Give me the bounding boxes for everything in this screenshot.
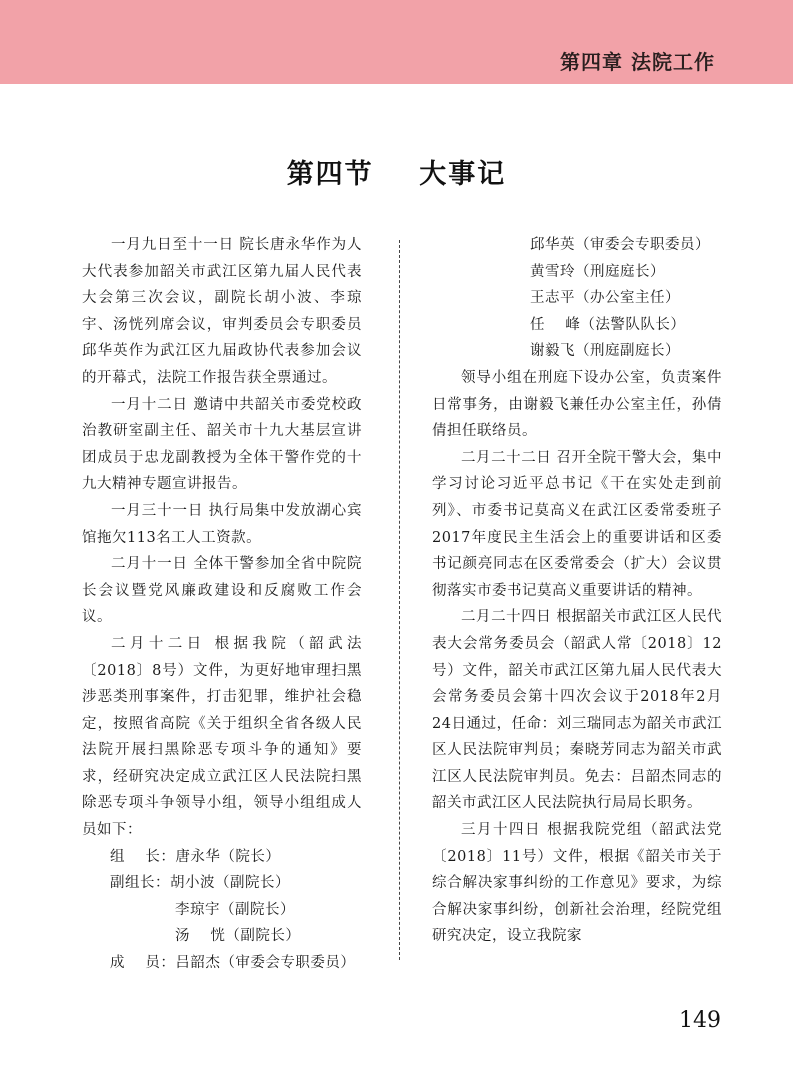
member-line: 黄雪玲（刑庭庭长） (530, 263, 665, 280)
paragraph: 一月三十一日 执行局集中发放湖心宾馆拖欠113名工人工资款。 (82, 502, 362, 546)
left-column (82, 232, 362, 977)
page-number: 149 (679, 1008, 721, 1033)
member-line: 谢毅飞（刑庭副庭长） (530, 343, 680, 360)
member-line: 任 峰（法警队队长） (530, 316, 686, 333)
paragraph: 二月十二日 根据我院（韶武法〔2018〕8号）文件，为更好地审理扫黑涉恶类刑事案件，打击犯罪，维护社会稳定，按照省高院《关于组织全省各级人民法院开展扫黑除恶专项斗争的通知》要求，经研究决定成立武江区人民法院扫黑除恶专项斗争领导小组，领导小组组成人员如下： (82, 635, 362, 839)
member-line: 王志平（办公室主任） (530, 290, 680, 307)
paragraph: 三月十四日 根据我院党组（韶武法党〔2018〕11号）文件，根据《韶关市关于综合解决家事纠纷的工作意见》要求，为综合解决家事纠纷，创新社会治理，经院党组研究决定，设立我院家 (432, 822, 722, 945)
paragraph: 二月二十二日 召开全院干警大会，集中学习讨论习近平总书记《干在实处走到前列》、市委书记莫高义在武江区委常委班子2017年度民主生活会上的重要讲话和区委书记颜亮同志在区委常委会（扩大）会议贯彻落实市委书记莫高义重要讲话的精神。 (432, 449, 722, 599)
member-line: 副组长：胡小波（副院长） (110, 875, 290, 892)
member-line: 成 员：吕韶杰（审委会专职委员） (110, 955, 356, 972)
member-line: 李琼宇（副院长） (175, 901, 295, 918)
member-line: 邱华英（审委会专职委员） (530, 237, 710, 253)
paragraph: 一月十二日 邀请中共韶关市委党校政治教研室副主任、韶关市十九大基层宣讲团成员于忠龙副教授为全体干警作党的十九大精神专题宣讲报告。 (82, 396, 362, 493)
member-line: 汤 恍（副院长） (175, 928, 301, 945)
paragraph: 二月十一日 全体干警参加全省中院院长会议暨党风廉政建设和反腐败工作会议。 (82, 556, 362, 626)
column-divider (399, 240, 400, 960)
chapter-title: 第四章 法院工作 (560, 50, 715, 74)
right-column (432, 232, 722, 950)
section-title: 第四节 大事记 (286, 159, 507, 190)
paragraph: 领导小组在刑庭下设办公室，负责案件日常事务，由谢毅飞兼任办公室主任，孙倩倩担任联络员。 (432, 369, 722, 440)
paragraph: 二月二十四日 根据韶关市武江区人民代表大会常务委员会（韶武人常〔2018〕12号）文件，韶关市武江区第九届人民代表大会常务委员会第十四次会议于2018年2月24日通过，任命：刘三瑞同志为韶关市武江区人民法院审判员；秦晓芳同志为韶关市武江区人民法院审判员。免去：吕韶杰同志的韶关市武江区人民法院执行局局长职务。 (432, 609, 722, 812)
paragraph: 一月九日至十一日 院长唐永华作为人大代表参加韶关市武江区第九届人民代表大会第三次会议，副院长胡小波、李琼宇、汤恍列席会议，审判委员会专职委员邱华英作为武江区九届政协代表参加会议的开幕式，法院工作报告获全票通过。 (82, 237, 362, 386)
member-line: 组 长：唐永华（院长） (110, 848, 281, 865)
